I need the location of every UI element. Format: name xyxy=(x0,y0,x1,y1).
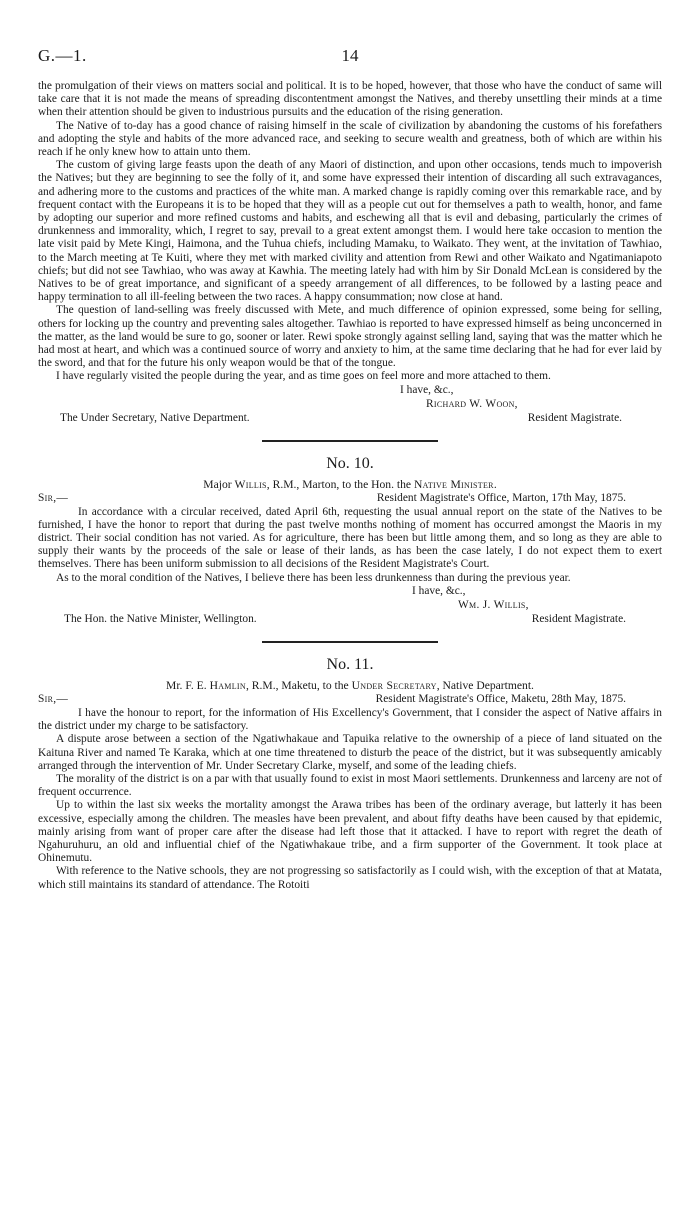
office-dateline: Resident Magistrate's Office, Marton, 17th May, 1875. xyxy=(376,491,626,504)
paragraph: A dispute arose between a section of the Ngatiwhakaue and Tapuika relative to the ownership of a piece of land situated on the Kaituna River and named Te Karaka, which at one time threatened to disturb the peace of the district, but it was subsequently amicably arranged through the intervention of Mr. Under Secretary Clarke, myself, and some of the leading chiefs. xyxy=(38,733,662,772)
report-reference: G.—1. xyxy=(38,46,87,65)
closing: I have, &c., xyxy=(412,584,466,597)
paragraph: In accordance with a circular received, dated April 6th, requesting the usual annual report on the state of the Natives to be furnished, I have the honor to report that during the past twelve months nothing of moment has occurred amongst the Maoris in my district. Their social condition has not varied. As for agriculture, there has been but little among them, and so long as they are able to supply their wants by the proceeds of the sale or lease of their lands, as has been the case lately, I do not expect them to exert themselves. There has been uniform submission to all decisions of the Resident Magistrate's Court. xyxy=(38,505,662,571)
page-header xyxy=(28,46,672,70)
signatory-title: Resident Magistrate. xyxy=(527,411,622,424)
addressee: The Hon. the Native Minister, Wellington. xyxy=(64,612,257,625)
paragraph: The morality of the district is on a par with that usually found to exist in most Maori settlements. Drunkenness and larceny are not of frequent occurrence. xyxy=(38,772,662,799)
signature: Wm. J. Willis, xyxy=(458,598,529,611)
paragraph: With reference to the Native schools, they are not progressing so satisfactorily as I could wish, with the exception of that at Matata, which still maintains its standard of attendance. The Rotoiti xyxy=(38,865,662,891)
paragraph: The Native of to-day has a good chance of raising himself in the scale of civilization by abandoning the customs of his forefathers and adopting the style and habits of the more advanced race, and seeking to secure wealth and greatness, both of which are within his reach if he only knew how to attain unto them. xyxy=(38,119,662,159)
salutation-line xyxy=(38,492,662,506)
signature-line xyxy=(38,599,662,613)
letter-caption: Major Willis, R.M., Marton, to the Hon. the Native Minister. xyxy=(203,477,497,491)
paragraph: Up to within the last six weeks the mortality amongst the Arawa tribes has been of the ordinary average, but latterly it has been excessive, especially among the children. The measles have been prevalent, and about fifty deaths have been caused by that epidemic, mainly arising from want of proper care after the disease had left those that it attacked. I have to report with regret the death of Ngahuruhuru, an old and influential chief of the Ngatiwhakaue tribe, and a firm supporter of the Government. It took place at Ohinemutu. xyxy=(38,799,662,865)
closing: I have, &c., xyxy=(400,383,454,396)
salutation: Sir,— xyxy=(38,692,69,705)
salutation-line xyxy=(38,693,662,707)
letter-11 xyxy=(38,655,662,892)
section-divider xyxy=(262,440,438,442)
paragraph: I have regularly visited the people during the year, and as time goes on feel more and more attached to them. xyxy=(56,370,551,383)
paragraph: As to the moral condition of the Natives, I believe there has been less drunkenness than during the previous year. xyxy=(56,571,571,584)
letter-9-continuation xyxy=(38,80,662,426)
office-dateline: Resident Magistrate's Office, Maketu, 28th May, 1875. xyxy=(375,692,626,705)
paragraph: I have the honour to report, for the information of His Excellency's Government, that I consider the aspect of Native affairs in the district under my charge to be satisfactory. xyxy=(38,706,662,733)
closing-line xyxy=(38,585,662,599)
paragraph: the promulgation of their views on matters social and political. It is to be hoped, however, that those who have the conduct of same will take care that it is not made the means of spreading discontentment amongst the Natives, and thereby unsettling their minds at a time when their attention should be given to industrious pursuits and the education of the rising generation. xyxy=(38,80,662,119)
letter-number: No. 10. xyxy=(326,454,374,472)
signature: Richard W. Woon, xyxy=(426,397,518,410)
signature-line xyxy=(38,398,662,412)
addressee: The Under Secretary, Native Department. xyxy=(60,411,250,424)
salutation: Sir,— xyxy=(38,491,69,504)
paragraph: The custom of giving large feasts upon the death of any Maori of distinction, and upon other occasions, tends much to impoverish the Natives; but they are beginning to see the folly of it, and some have expressed their intention of discarding all such extravagances, and adhering more to the customs and practices of the white man. A marked change is rapidly coming over this remarkable race, and by frequent contact with the Europeans it is to be hoped that they will as a people cut out for themselves a path to wealth, honor, and fame by adopting our superior and more refined customs and habits, and eschewing all that is evil and debasing, particularly the crimes of drunkenness and immorality, which, I regret to say, prevail to a great extent amongst them. I would here take occasion to mention the late visit paid by Mete Kingi, Haimona, and the Tuhua chiefs, including Mamaku, to Waikato. They went, at the invitation of Tawhiao, to the March meeting at Te Kuiti, where they met with marked civility and attention from Rewi and other Waikato and Ngatimaniapoto chiefs; but did not see Tawhiao, who was away at Kawhia. The meeting lately had with him by Sir Donald McLean is considered by the Natives to be of great importance, and significant of a speedy arrangement of all differences, to be followed by a lasting peace and happy termination to all ill-feeling between the two races. A happy consummation; now close at hand. xyxy=(38,159,662,304)
page-body xyxy=(38,80,662,892)
addressee-line xyxy=(38,613,662,627)
page-number: 14 xyxy=(341,46,359,65)
paragraph: The question of land-selling was freely discussed with Mete, and much difference of opinion expressed, some being for selling, others for locking up the country and preventing sales altogether. Tawhiao is reported to have expressed himself as being unconcerned in the matter, as the land would be sure to go, sooner or later. Rewi spoke strongly against selling land, saying that was the matter which he had most at heart, and which was a continued source of worry and anxiety to him, at the same time declaring that he had for ever laid by the sword, and that for the future his only weapon would be that of the tongue. xyxy=(38,304,662,370)
letter-10 xyxy=(38,454,662,627)
signatory-title: Resident Magistrate. xyxy=(531,612,626,625)
addressee-line xyxy=(38,412,662,426)
closing-line xyxy=(38,384,662,398)
section-divider xyxy=(262,641,438,643)
letter-number: No. 11. xyxy=(326,655,374,673)
letter-caption: Mr. F. E. Hamlin, R.M., Maketu, to the Under Secretary, Native Department. xyxy=(166,678,534,692)
